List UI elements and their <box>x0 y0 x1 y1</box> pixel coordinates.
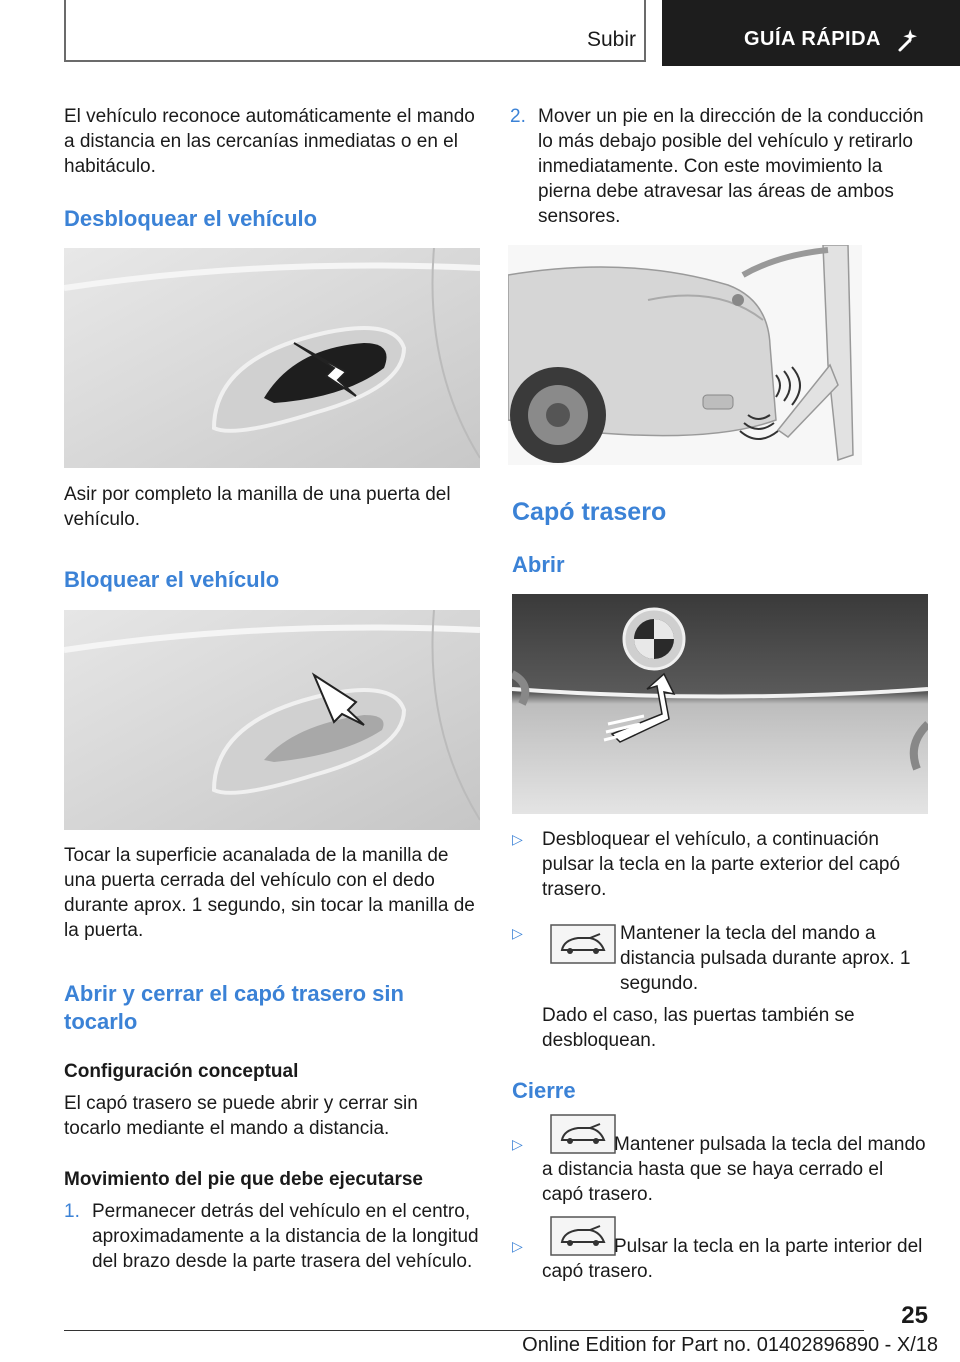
step-2-number: 2. <box>510 106 526 127</box>
concept-text: El capó trasero se puede abrir y cerrar sin tocarlo mediante el mando a distancia. <box>64 1093 418 1139</box>
bullet-hold-close-text: Mantener pulsada la tecla del mando a distancia hasta que se haya cerrado el capó trasero. <box>542 1134 926 1205</box>
trunk-button-image <box>512 594 928 814</box>
foot-gesture-image <box>508 245 862 465</box>
guia-rapida-tab[interactable] <box>662 0 960 66</box>
step-2-text: Mover un pie en la dirección de la conducción lo más debajo posible del vehículo y retirarlo inmediatamente. Con este movimiento la pierna debe atravesar las áreas de ambos sensores. <box>538 106 924 227</box>
step-1-number: 1. <box>64 1201 80 1222</box>
step-1 <box>64 1199 480 1272</box>
bullet-triangle-icon: ▷ <box>512 925 523 941</box>
bullet-triangle-icon: ▷ <box>512 1136 523 1152</box>
heading-movement: Movimiento del pie que debe ejecutarse <box>64 1169 423 1190</box>
footer-edition: Online Edition for Part no. 01402896890 - X/18 <box>522 1334 938 1356</box>
heading-concept: Configuración conceptual <box>64 1061 299 1082</box>
bullet-hold-remote-text: Mantener la tecla del mando a distancia pulsada durante aprox. 1 segundo. <box>620 923 911 994</box>
footer-divider <box>64 1330 864 1331</box>
bullet-triangle-icon: ▷ <box>512 1238 523 1254</box>
top-navigation <box>0 0 960 66</box>
subir-link[interactable]: Subir <box>586 28 636 51</box>
heading-cierre: Cierre <box>512 1078 576 1103</box>
heading-trunk-touchless: Abrir y cerrar el capó trasero sin tocarlo <box>64 981 404 1034</box>
unlock-text: Asir por completo la manilla de una puerta del vehículo. <box>64 484 451 530</box>
bullet-hold-remote-note: Dado el caso, las puertas también se desbloquean. <box>542 1005 855 1051</box>
fast-forward-star-icon <box>896 28 922 54</box>
bullet-triangle-icon: ▷ <box>512 831 523 847</box>
step-1-text: Permanecer detrás del vehículo en el centro, aproximadamente a la distancia de la longitud del brazo desde la parte trasera del vehículo. <box>92 1201 479 1272</box>
trunk-remote-key-icon <box>550 924 616 964</box>
intro-text: El vehículo reconoce automáticamente el mando a distancia en las cercanías inmediatas o en el habitáculo. <box>64 106 475 177</box>
header-tab-blank <box>64 0 646 62</box>
bullet-hold-remote <box>512 921 928 994</box>
bullet-press-inside-text: Pulsar la tecla en la parte interior del capó trasero. <box>542 1236 923 1282</box>
guia-rapida-label: GUÍA RÁPIDA <box>744 28 881 50</box>
door-handle-unlock-image <box>64 248 480 468</box>
heading-capo-trasero: Capó trasero <box>512 498 667 526</box>
heading-lock: Bloquear el vehículo <box>64 567 280 592</box>
step-2 <box>510 104 930 227</box>
heading-abrir: Abrir <box>512 552 565 577</box>
heading-unlock: Desbloquear el vehículo <box>64 206 318 231</box>
page-number: 25 <box>901 1302 928 1329</box>
lock-text: Tocar la superficie acanalada de la manilla de una puerta cerrada del vehículo con el dedo durante aprox. 1 segundo, sin tocar la manilla de la puerta. <box>64 845 475 941</box>
door-handle-lock-image <box>64 610 480 830</box>
bullet-unlock-press-text: Desbloquear el vehículo, a continuación pulsar la tecla en la parte exterior del capó trasero. <box>542 829 901 900</box>
